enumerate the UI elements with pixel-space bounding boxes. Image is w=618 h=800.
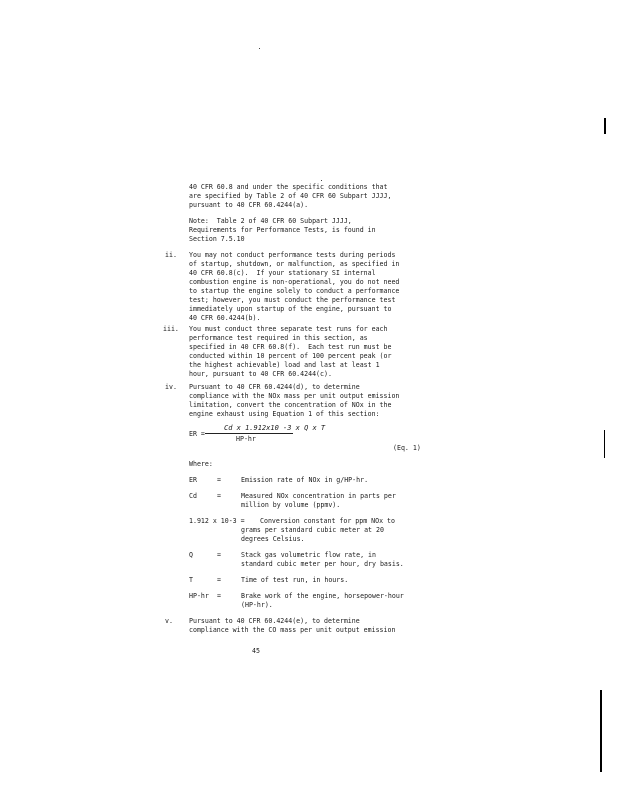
where-label: Where:: [189, 460, 213, 468]
definition-separator: =: [217, 476, 221, 484]
text-line: combustion engine is non-operational, you do not need: [189, 278, 400, 286]
definition-text: Conversion constant for ppm NOx to: [260, 517, 395, 525]
text-line: Pursuant to 40 CFR 60.4244(d), to determine: [189, 383, 360, 391]
definition-term: Q: [189, 551, 193, 559]
definition-term: 1.912 x 10-3 =: [189, 517, 245, 525]
list-marker: v.: [165, 617, 173, 625]
equation-lhs: ER =: [189, 430, 205, 438]
definition-term: ER: [189, 476, 197, 484]
text-line: the highest achievable) load and last at least 1: [189, 361, 380, 369]
scan-speck: [321, 180, 322, 181]
equation-denominator: HP-hr: [236, 435, 256, 443]
text-line: Section 7.5.10: [189, 235, 245, 243]
definition-text: grams per standard cubic meter at 20: [241, 526, 384, 534]
definition-separator: =: [217, 576, 221, 584]
list-marker: iii.: [163, 325, 179, 333]
definition-separator: =: [217, 492, 221, 500]
text-line: Pursuant to 40 CFR 60.4244(e), to determine: [189, 617, 360, 625]
text-line: performance test required in this section, as: [189, 334, 368, 342]
text-line: Note: Table 2 of 40 CFR 60 Subpart JJJJ,: [189, 217, 352, 225]
list-marker: iv.: [165, 383, 177, 391]
text-line: compliance with the NOx mass per unit output emission: [189, 392, 400, 400]
page-number: 45: [252, 647, 260, 655]
definition-text: Measured NOx concentration in parts per: [241, 492, 396, 500]
scan-speck: [259, 48, 260, 49]
definition-text: (HP-hr).: [241, 601, 273, 609]
text-line: limitation, convert the concentration of NOx in the: [189, 401, 392, 409]
scan-edge-line: [604, 430, 605, 458]
scan-edge-line: [604, 118, 606, 134]
equation-label: (Eq. 1): [393, 444, 421, 452]
text-line: test; however, you must conduct the performance test: [189, 296, 396, 304]
equation-numerator: Cd x 1.912x10 -3 x Q x T: [224, 424, 326, 432]
definition-text: Stack gas volumetric flow rate, in: [241, 551, 376, 559]
definition-text: million by volume (ppmv).: [241, 501, 341, 509]
definition-term: T: [189, 576, 193, 584]
text-line: engine exhaust using Equation 1 of this section:: [189, 410, 380, 418]
list-marker: ii.: [165, 251, 177, 259]
definition-text: Time of test run, in hours.: [241, 576, 349, 584]
text-line: to startup the engine solely to conduct a performance: [189, 287, 400, 295]
text-line: pursuant to 40 CFR 60.4244(a).: [189, 201, 309, 209]
text-line: of startup, shutdown, or malfunction, as specified in: [189, 260, 400, 268]
text-line: specified in 40 CFR 60.8(f). Each test run must be: [189, 343, 392, 351]
scan-edge-line: [600, 690, 602, 772]
text-line: 40 CFR 60.4244(b).: [189, 314, 261, 322]
text-line: 40 CFR 60.8(c). If your stationary SI internal: [189, 269, 376, 277]
text-line: hour, pursuant to 40 CFR 60.4244(c).: [189, 370, 332, 378]
definition-separator: =: [217, 551, 221, 559]
definition-term: Cd: [189, 492, 197, 500]
text-line: 40 CFR 60.8 and under the specific conditions that: [189, 183, 388, 191]
fraction-bar: [205, 433, 293, 434]
text-line: compliance with the CO mass per unit output emission: [189, 626, 396, 634]
text-line: conducted within 10 percent of 100 percent peak (or: [189, 352, 392, 360]
definition-term: HP-hr: [189, 592, 209, 600]
text-line: are specified by Table 2 of 40 CFR 60 Subpart JJJJ,: [189, 192, 392, 200]
definition-text: degrees Celsius.: [241, 535, 305, 543]
definition-text: Brake work of the engine, horsepower-hour: [241, 592, 404, 600]
text-line: Requirements for Performance Tests, is found in: [189, 226, 376, 234]
text-line: immediately upon startup of the engine, pursuant to: [189, 305, 392, 313]
text-line: You must conduct three separate test runs for each: [189, 325, 388, 333]
definition-text: Emission rate of NOx in g/HP-hr.: [241, 476, 369, 484]
definition-separator: =: [217, 592, 221, 600]
definition-text: standard cubic meter per hour, dry basis.: [241, 560, 404, 568]
text-line: You may not conduct performance tests during periods: [189, 251, 396, 259]
